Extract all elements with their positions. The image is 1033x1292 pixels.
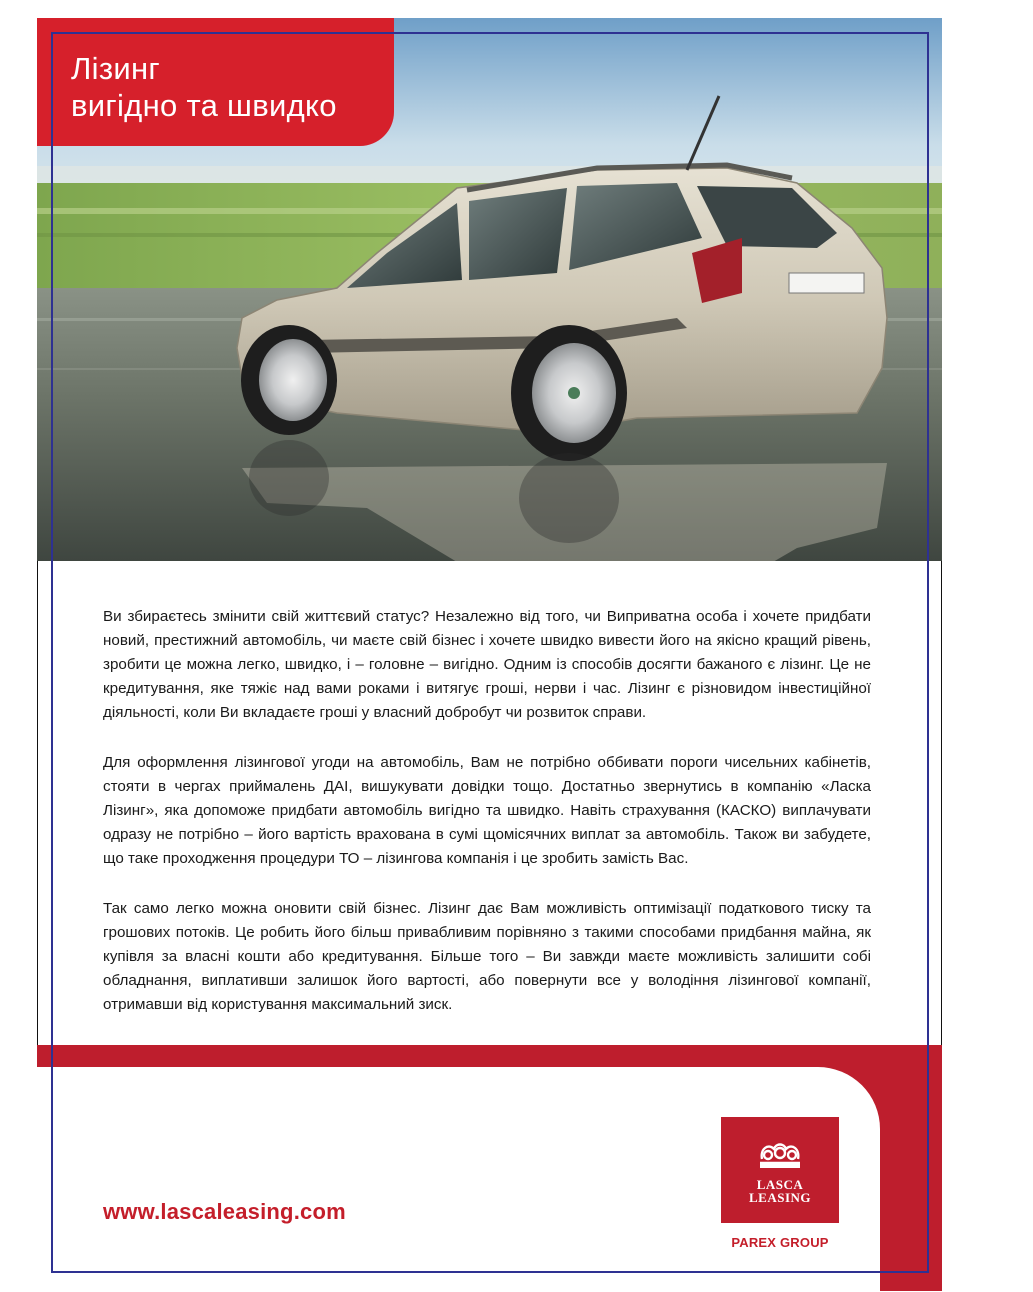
body-text <box>103 605 871 1043</box>
logo-text-leasing: LEASING <box>748 1190 812 1205</box>
paragraph-3: Так само легко можна оновити свій бізнес. Лізинг дає Вам можливість оптимізації податкового тиску та грошових потоків. Це робить його більш привабливим порівняно з такими способами придбання майна, як купівля за власні кошти або кредитування. Більше того – Ви завжди маєте можливість залишити собі обладнання, виплативши залишок його вартості, або повернути все у володіння лізингової компанії, отримавши від користування максимальний зиск. <box>103 900 871 1013</box>
paragraph-2: Для оформлення лізингової угоди на автомобіль, Вам не потрібно оббивати пороги чисельних кабінетів, стояти в чергах приймалень ДАІ, вишукувати довідки тощо. Достатньо звернутись в компанію «Ласка Лізинг», яка допоможе придбати автомобіль вигідно та швидко. Навіть страхування (КАСКО) виплачувати одразу не потрібно – його вартість врахована в сумі щомісячних виплат за автомобіль. Також ви забудете, що таке проходження процедури ТО – лізингова компанія і це зробить замість Вас. <box>103 754 871 867</box>
headline-line-2: вигідно та швидко <box>71 88 337 123</box>
website-link[interactable]: www.lascaleasing.com <box>103 1199 346 1224</box>
headline-line-1: Лізинг <box>71 51 160 86</box>
logo-text-lasca: LASCA <box>756 1177 804 1192</box>
paragraph-1: Ви збираєтесь змінити свій життєвий статус? Незалежно від того, чи Виприватна особа і хочете придбати новий, престижний автомобіль, чи маєте свій бізнес і хочете швидко вивести його на якісно кращий рівень, зробити це можна легко, швидко, і – головне – вигідно. Одним із способів досягти бажаного є лізинг. Це не кредитування, яке тяжіє над вами роками і витягує гроші, нерви і час. Лізинг є різновидом інвестиційної діяльності, коли Ви вкладаєте гроші у власний добробут чи розвиток справи. <box>103 608 871 721</box>
parex-group-label: PAREX GROUP <box>731 1235 829 1250</box>
headline-box <box>37 18 394 146</box>
lasca-leasing-logo <box>721 1117 839 1223</box>
crown-icon <box>754 1135 806 1169</box>
